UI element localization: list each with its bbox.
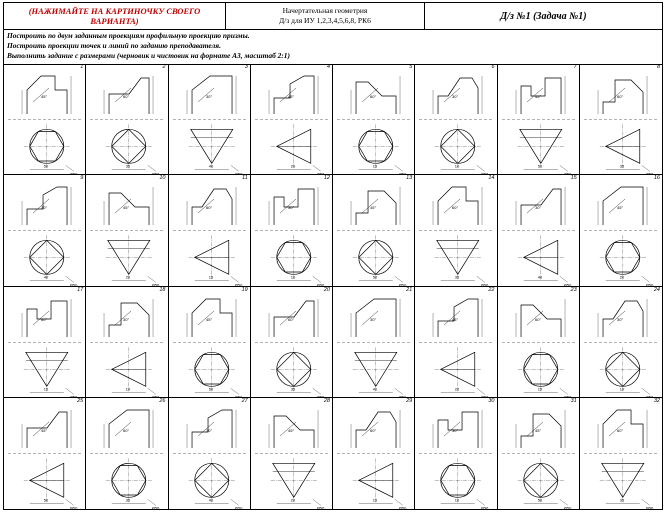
dimension-label: 35 bbox=[290, 385, 295, 391]
dimension-label: 45° bbox=[452, 316, 459, 322]
dimension-label: 50 bbox=[537, 497, 542, 502]
variant-card-28[interactable] bbox=[251, 398, 333, 509]
dimension-label: 30° bbox=[287, 205, 294, 211]
dimension-label: Ø56 bbox=[316, 505, 325, 509]
variant-number: 31 bbox=[570, 397, 577, 404]
dimension-label: 60° bbox=[616, 427, 623, 433]
variant-drawing bbox=[333, 175, 415, 286]
variant-card-20[interactable] bbox=[251, 287, 333, 398]
header bbox=[4, 3, 662, 30]
variant-card-26[interactable] bbox=[86, 398, 168, 509]
variant-drawing bbox=[580, 175, 662, 286]
variant-card-29[interactable] bbox=[333, 398, 415, 509]
variant-card-11[interactable] bbox=[169, 175, 251, 286]
variant-drawing bbox=[86, 175, 168, 286]
variant-drawing bbox=[4, 64, 86, 175]
variant-number: 8 bbox=[656, 64, 660, 70]
variant-drawing bbox=[333, 64, 415, 175]
dimension-label: 20 bbox=[290, 497, 295, 502]
dimension-label: 15 bbox=[43, 385, 49, 391]
variant-drawing bbox=[86, 287, 168, 398]
variant-card-2[interactable] bbox=[86, 64, 168, 175]
variant-card-8[interactable] bbox=[580, 64, 662, 175]
variant-card-13[interactable] bbox=[333, 175, 415, 286]
dimension-label: 10 bbox=[455, 497, 460, 502]
choose-variant-link[interactable]: (НАЖИМАЙТЕ НА КАРТИНОЧКУ СВОЕГО ВАРИАНТА) bbox=[4, 3, 226, 29]
variant-card-24[interactable] bbox=[580, 287, 662, 398]
dimension-label: 60° bbox=[534, 316, 541, 322]
variant-card-10[interactable] bbox=[86, 175, 168, 286]
variant-card-16[interactable] bbox=[580, 175, 662, 286]
dimension-label: 30° bbox=[452, 94, 459, 99]
dimension-label: Ø56 bbox=[481, 393, 489, 398]
variant-card-4[interactable] bbox=[251, 64, 333, 175]
dimension-label: 30° bbox=[616, 316, 623, 322]
variant-drawing bbox=[86, 398, 168, 509]
variant-drawing bbox=[251, 175, 333, 286]
dimension-label: Ø56 bbox=[316, 393, 325, 398]
variant-drawing bbox=[4, 287, 86, 398]
dimension-label: 40 bbox=[43, 274, 49, 280]
dimension-label: Ø50 bbox=[563, 171, 571, 176]
variant-card-17[interactable] bbox=[4, 287, 86, 398]
dimension-label: 50 bbox=[208, 385, 213, 391]
variant-number: 5 bbox=[409, 64, 413, 70]
variant-drawing bbox=[333, 398, 415, 509]
dimension-label: 10 bbox=[455, 163, 460, 169]
dimension-label: 60° bbox=[452, 205, 459, 211]
dimension-label: 30° bbox=[205, 427, 212, 433]
dimension-label: Ø56 bbox=[645, 505, 654, 509]
variant-drawing bbox=[415, 175, 497, 286]
dimension-label: 40 bbox=[372, 385, 378, 391]
dimension-label: Ø50 bbox=[234, 393, 242, 398]
dimension-label: Ø56 bbox=[152, 393, 160, 398]
instruction-line: Построить проекции точек и линий по заданию преподавателя. bbox=[7, 41, 221, 50]
variant-number: 4 bbox=[326, 64, 330, 70]
variant-number: 30 bbox=[488, 397, 495, 404]
variant-number: 29 bbox=[406, 397, 413, 404]
dimension-label: Ø56 bbox=[316, 282, 325, 287]
dimension-label: Ø50 bbox=[234, 171, 242, 176]
dimension-label: 30° bbox=[370, 316, 377, 322]
variant-number: 17 bbox=[77, 286, 84, 293]
variant-card-15[interactable] bbox=[498, 175, 580, 286]
variant-card-7[interactable] bbox=[498, 64, 580, 175]
dimension-label: 60° bbox=[616, 94, 623, 99]
dimension-label: 45° bbox=[287, 427, 294, 433]
dimension-label: 50 bbox=[43, 497, 49, 502]
dimension-label: 30° bbox=[41, 205, 48, 211]
dimension-label: 40 bbox=[208, 163, 213, 169]
variant-drawing bbox=[415, 398, 497, 509]
dimension-label: Ø50 bbox=[69, 282, 78, 287]
dimension-label: 45° bbox=[205, 316, 212, 322]
dimension-label: Ø50 bbox=[398, 505, 407, 509]
dimension-label: 40 bbox=[537, 274, 542, 280]
dimension-label: 60° bbox=[370, 427, 377, 433]
variant-card-14[interactable] bbox=[415, 175, 497, 286]
dimension-label: Ø56 bbox=[645, 393, 654, 398]
dimension-label: 10 bbox=[290, 274, 295, 280]
variant-number: 19 bbox=[241, 286, 248, 293]
dimension-label: 20 bbox=[455, 385, 460, 391]
dimension-label: 35 bbox=[619, 163, 624, 169]
dimension-label: Ø56 bbox=[481, 282, 489, 287]
variant-number: 28 bbox=[323, 397, 330, 404]
dimension-label: 60° bbox=[123, 94, 130, 99]
variant-card-5[interactable] bbox=[333, 64, 415, 175]
dimension-label: Ø56 bbox=[481, 171, 489, 176]
dimension-label: 20 bbox=[619, 274, 624, 280]
dimension-label: 60° bbox=[41, 316, 48, 322]
variant-drawing bbox=[4, 398, 86, 509]
variant-drawing bbox=[169, 175, 251, 286]
variant-drawing bbox=[86, 64, 168, 175]
variant-card-22[interactable] bbox=[415, 287, 497, 398]
variant-drawing bbox=[251, 398, 333, 509]
dimension-label: 20 bbox=[126, 274, 131, 280]
variant-drawing bbox=[498, 287, 580, 398]
dimension-label: 15 bbox=[537, 385, 542, 391]
variant-number: 25 bbox=[77, 397, 84, 404]
dimension-label: Ø50 bbox=[398, 393, 407, 398]
dimension-label: Ø56 bbox=[152, 171, 160, 176]
variant-number: 27 bbox=[241, 397, 248, 404]
dimension-label: Ø56 bbox=[645, 171, 654, 176]
dimension-label: Ø56 bbox=[481, 505, 489, 509]
dimension-label: Ø50 bbox=[563, 505, 571, 509]
variant-number: 21 bbox=[406, 286, 413, 293]
variant-drawing bbox=[333, 287, 415, 398]
variant-number: 15 bbox=[570, 175, 577, 182]
dimension-label: Ø56 bbox=[316, 171, 325, 176]
variant-number: 22 bbox=[488, 286, 495, 293]
variant-number: 10 bbox=[159, 175, 166, 182]
variant-drawing bbox=[251, 64, 333, 175]
variant-card-3[interactable] bbox=[169, 64, 251, 175]
instruction-line: Построить по двум заданным проекциям профильную проекцию призмы. bbox=[7, 31, 250, 40]
dimension-label: Ø50 bbox=[234, 282, 242, 287]
variant-card-23[interactable] bbox=[498, 287, 580, 398]
dimension-label: 45° bbox=[534, 427, 541, 433]
variant-number: 1 bbox=[80, 64, 84, 70]
variant-drawing bbox=[580, 398, 662, 509]
dimension-label: 35 bbox=[126, 497, 131, 502]
assignment-title: Д/з №1 (Задача №1) bbox=[500, 10, 587, 22]
variant-number: 11 bbox=[242, 175, 248, 182]
variant-card-31[interactable] bbox=[498, 398, 580, 509]
dimension-label: 45° bbox=[41, 427, 48, 433]
variant-number: 24 bbox=[653, 286, 660, 293]
variant-drawing bbox=[4, 175, 86, 286]
variant-number: 16 bbox=[653, 175, 660, 182]
dimension-label: 50 bbox=[537, 163, 542, 169]
variant-drawing bbox=[169, 398, 251, 509]
variant-card-1[interactable] bbox=[4, 64, 86, 175]
dimension-label: 50 bbox=[372, 274, 378, 280]
dimension-label: Ø56 bbox=[645, 282, 654, 287]
variant-card-21[interactable] bbox=[333, 287, 415, 398]
variant-drawing bbox=[498, 398, 580, 509]
variant-card-27[interactable] bbox=[169, 398, 251, 509]
variant-number: 14 bbox=[488, 175, 495, 182]
assignment-sheet bbox=[3, 2, 663, 510]
dimension-label: Ø50 bbox=[69, 171, 78, 176]
dimension-label: Ø50 bbox=[398, 282, 407, 287]
variant-number: 18 bbox=[159, 286, 166, 293]
dimension-label: Ø50 bbox=[563, 282, 571, 287]
dimension-label: 60° bbox=[205, 205, 212, 211]
variant-drawing bbox=[498, 64, 580, 175]
instructions bbox=[4, 29, 662, 65]
variant-card-12[interactable] bbox=[251, 175, 333, 286]
dimension-label: 40 bbox=[208, 497, 213, 502]
groups-label: Д/з для ИУ 1,2,3,4,5,6,8, РК6 bbox=[279, 16, 371, 25]
variant-number: 2 bbox=[162, 64, 166, 70]
variant-number: 7 bbox=[573, 64, 577, 70]
dimension-label: 50 bbox=[43, 163, 49, 169]
variant-number: 6 bbox=[491, 64, 495, 70]
variant-drawing bbox=[580, 287, 662, 398]
variant-number: 9 bbox=[80, 175, 84, 182]
dimension-label: Ø50 bbox=[398, 171, 407, 176]
dimension-label: Ø50 bbox=[69, 505, 78, 509]
subject-block bbox=[226, 3, 425, 29]
variant-number: 12 bbox=[323, 175, 330, 182]
dimension-label: 10 bbox=[619, 385, 624, 391]
variant-card-18[interactable] bbox=[86, 287, 168, 398]
variant-number: 20 bbox=[323, 286, 330, 293]
variant-drawing bbox=[498, 175, 580, 286]
variant-drawing bbox=[580, 64, 662, 175]
dimension-label: 60° bbox=[287, 316, 294, 322]
dimension-label: 60° bbox=[123, 427, 130, 433]
dimension-label: 35 bbox=[619, 497, 624, 502]
dimension-label: 45° bbox=[534, 94, 541, 99]
dimension-label: 30° bbox=[452, 427, 459, 433]
dimension-label: 35 bbox=[455, 274, 460, 280]
dimension-label: Ø56 bbox=[152, 505, 160, 509]
variant-number: 13 bbox=[406, 175, 413, 182]
dimension-label: 45° bbox=[287, 94, 294, 99]
dimension-label: 45° bbox=[370, 205, 377, 211]
variant-drawing bbox=[251, 287, 333, 398]
variant-number: 23 bbox=[570, 286, 577, 293]
variant-drawing bbox=[169, 287, 251, 398]
dimension-label: 20 bbox=[290, 163, 295, 169]
dimension-label: Ø56 bbox=[152, 282, 160, 287]
variant-drawing bbox=[415, 287, 497, 398]
variant-number: 26 bbox=[159, 397, 166, 404]
dimension-label: 10 bbox=[126, 385, 131, 391]
variant-number: 32 bbox=[653, 397, 660, 404]
dimension-label: 30° bbox=[123, 316, 130, 322]
subject-title: Начертательная геометрия bbox=[282, 6, 368, 15]
instruction-line: Выполнить задание с размерами (черновик и чистовик на формате А3, масштаб 2:1) bbox=[7, 51, 290, 60]
variant-card-19[interactable] bbox=[169, 287, 251, 398]
dimension-label: 45° bbox=[616, 205, 623, 211]
dimension-label: Ø50 bbox=[563, 393, 571, 398]
variant-number: 3 bbox=[244, 64, 248, 70]
variant-drawing bbox=[169, 64, 251, 175]
variant-card-9[interactable] bbox=[4, 175, 86, 286]
dimension-label: 35 bbox=[126, 163, 131, 169]
dimension-label: 30° bbox=[205, 94, 212, 99]
dimension-label: Ø50 bbox=[234, 505, 242, 509]
variant-card-30[interactable] bbox=[415, 398, 497, 509]
variant-card-6[interactable] bbox=[415, 64, 497, 175]
dimension-label: 60° bbox=[370, 94, 377, 99]
dimension-label: 15 bbox=[208, 274, 213, 280]
variant-card-25[interactable] bbox=[4, 398, 86, 509]
variant-drawing bbox=[415, 64, 497, 175]
variant-card-32[interactable] bbox=[580, 398, 662, 509]
dimension-label: 15 bbox=[372, 497, 378, 502]
variant-grid bbox=[4, 64, 662, 509]
dimension-label: 30° bbox=[534, 205, 541, 211]
dimension-label: Ø50 bbox=[69, 393, 78, 398]
dimension-label: 45° bbox=[123, 205, 130, 211]
dimension-label: 45° bbox=[41, 94, 48, 99]
dimension-label: 15 bbox=[372, 163, 378, 169]
